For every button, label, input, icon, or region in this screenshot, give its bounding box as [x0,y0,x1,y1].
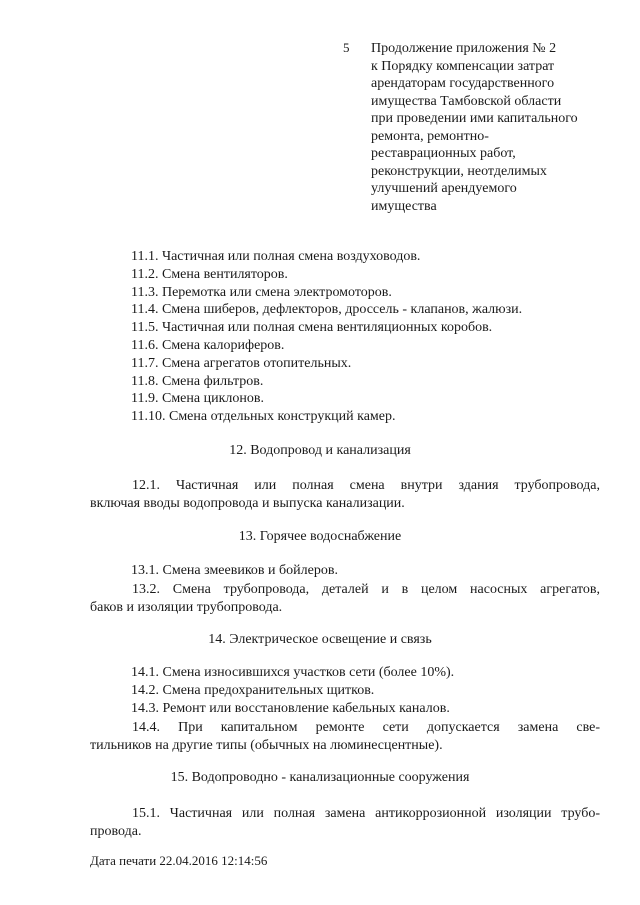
paragraph-continuation: тильников на другие типы (обычных на люминесцентные). [90,737,443,753]
paragraph-first-line: 13.2. Смена трубопровода, деталей и в целом насосных агрегатов, [132,582,600,597]
appendix-header-line: к Порядку компенсации затрат [371,58,555,74]
appendix-header-line: при проведении ими капитального [371,111,578,126]
section-14-item-2: 14.2. Смена предохранительных щитков. [131,683,375,698]
appendix-header-line: реставрационных работ, [371,146,516,161]
list-item: 11.6. Смена калориферов. [131,337,285,353]
section-11-list [131,248,522,426]
section-12-heading: 12. Водопровод и канализация [229,443,411,458]
list-item: 11.8. Смена фильтров. [131,373,264,389]
section-14-heading: 14. Электрическое освещение и связь [208,632,432,647]
list-item: 11.7. Смена агрегатов отопительных. [131,355,352,371]
list-item: 11.10. Смена отдельных конструкций камер. [131,409,396,425]
page-number: 5 [343,40,350,55]
section-12-item-1 [90,477,600,513]
appendix-header-line: ремонта, ремонтно- [371,128,489,144]
section-15-heading: 15. Водопроводно - канализационные сооружения [170,770,470,785]
paragraph-continuation: включая вводы водопровода и выпуска канализации. [90,495,405,511]
list-item: 11.4. Смена шиберов, дефлекторов, дроссель - клапанов, жалюзи. [131,302,523,318]
appendix-header-line: имущества [371,198,437,214]
appendix-header-line: имущества Тамбовской области [371,93,562,109]
list-item: 11.9. Смена циклонов. [131,391,264,407]
paragraph-first-line: 15.1. Частичная или полная замена антикоррозионной изоляции трубо- [132,806,600,821]
section-15-item-1 [90,805,600,841]
paragraph-continuation: провода. [90,823,142,839]
list-item: 11.1. Частичная или полная смена воздуховодов. [131,249,421,264]
section-14-item-1: 14.1. Смена износившихся участков сети (более 10%). [131,665,455,680]
section-14-item-4 [90,719,600,755]
appendix-header-line: арендаторам государственного [371,76,555,91]
paragraph-first-line: 14.4. При капитальном ремонте сети допускается замена све- [132,720,600,735]
paragraph-continuation: баков и изоляции трубопровода. [90,599,283,615]
appendix-header-line: реконструкции, неотделимых [371,163,547,179]
appendix-header-line: Продолжение приложения № 2 [371,41,557,56]
list-item: 11.2. Смена вентиляторов. [131,266,288,282]
paragraph-first-line: 12.1. Частичная или полная смена внутри здания трубопровода, [132,478,600,493]
print-date: Дата печати 22.04.2016 12:14:56 [90,853,268,868]
appendix-header-line: улучшений арендуемого [371,181,517,196]
list-item: 11.3. Перемотка или смена электромоторов. [131,284,392,300]
list-item: 11.5. Частичная или полная смена вентиляционных коробов. [131,320,493,336]
section-14-item-3: 14.3. Ремонт или восстановление кабельных каналов. [131,701,450,716]
section-13-item-2 [90,581,600,617]
appendix-header [371,40,616,215]
section-13-heading: 13. Горячее водоснабжение [238,529,402,544]
section-13-item-1: 13.1. Смена змеевиков и бойлеров. [131,563,338,578]
